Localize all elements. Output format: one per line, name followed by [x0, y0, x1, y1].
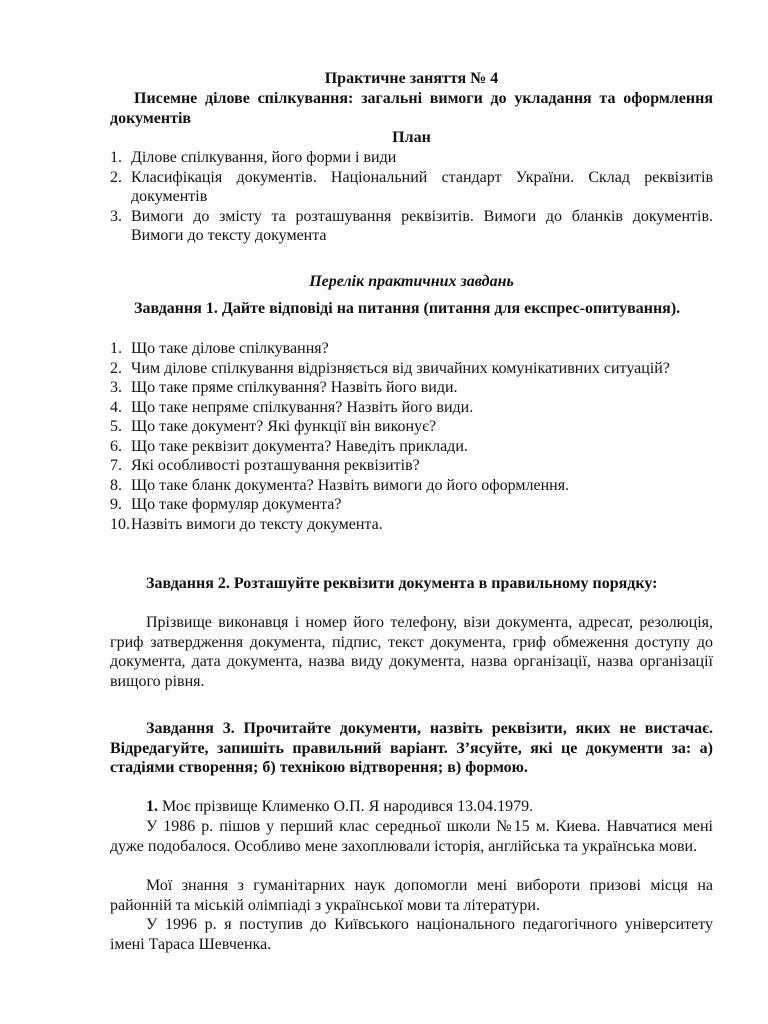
- page-subtitle: Писемне ділове спілкування: загальні вимоги до укладання та оформлення документів: [110, 90, 713, 127]
- plan-item: 3. Вимоги до змісту та розташування реквізитів. Вимоги до бланків документів. Вимоги до тексту документа: [110, 207, 713, 244]
- question-item: 9. Що таке формуляр документа?: [110, 496, 342, 513]
- tasks-heading: Перелік практичних завдань: [309, 273, 514, 290]
- doc1-para1: 1. Моє прізвище Клименко О.П. Я народився 13.04.1979.: [146, 798, 534, 815]
- task2-body: Прізвище виконавця і номер його телефону, візи документа, адресат, резолюція, гриф затвердження документа, підпис, текст документа, гриф обмеження доступу до документа, дата документа, назва виду документа, назва організації, назва організації вищого рівня.: [110, 614, 713, 690]
- doc1-para2: У 1986 р. пішов у перший клас середньої школи №15 м. Киева. Навчатися мені дуже подобалося. Особливо мене захоплювали історія, англійська та українська мови.: [110, 818, 713, 855]
- question-item: 6. Що таке реквізит документа? Наведіть приклади.: [110, 437, 468, 455]
- plan-heading: План: [392, 129, 431, 146]
- question-item: 1. Що таке ділове спілкування?: [110, 340, 329, 357]
- question-item: 10. Назвіть вимоги до тексту документа.: [110, 515, 383, 533]
- page-title: Практичне заняття № 4: [324, 70, 499, 87]
- task2-heading: Завдання 2. Розташуйте реквізити документа в правильному порядку:: [146, 575, 658, 592]
- question-item: 4. Що таке непряме спілкування? Назвіть його види.: [110, 398, 474, 416]
- plan-list: [110, 148, 713, 246]
- task1-questions: [110, 339, 713, 534]
- plan-item: 1. Ділове спілкування, його форми і види: [110, 149, 397, 166]
- doc1-para4: У 1996 р. я поступив до Київського національного педагогічного університету імені Тараса Шевченка.: [110, 916, 713, 953]
- question-item: 3. Що таке пряме спілкування? Назвіть його види.: [110, 379, 458, 396]
- question-item: 8. Що таке бланк документа? Назвіть вимоги до його оформлення.: [110, 476, 570, 494]
- question-item: 7. Які особливості розташування реквізитів?: [110, 457, 420, 474]
- task1-heading: Завдання 1. Дайте відповіді на питання (питання для експрес-опитування).: [134, 300, 681, 317]
- doc-number: 1.: [146, 798, 158, 815]
- plan-item: 2. Класифікація документів. Національний стандарт України. Склад реквізитів документів: [110, 168, 713, 205]
- doc1-para3: Мої знання з гуманітарних наук допомогли мені вибороти призові місця на районній та міській олімпіаді з української мови та літератури.: [110, 877, 713, 914]
- question-item: 2. Чим ділове спілкування відрізняється від звичайних комунікативних ситуацій?: [110, 359, 670, 377]
- task3-heading: Завдання 3. Прочитайте документи, назвіть реквізити, яких не вистачає. Відредагуйте, запишіть правильний варіант. З’ясуйте, які це документи за: а) стадіями створення; б) технікою відтворення; в) формою.: [110, 720, 713, 776]
- question-item: 5. Що таке документ? Які функції він виконує?: [110, 418, 437, 435]
